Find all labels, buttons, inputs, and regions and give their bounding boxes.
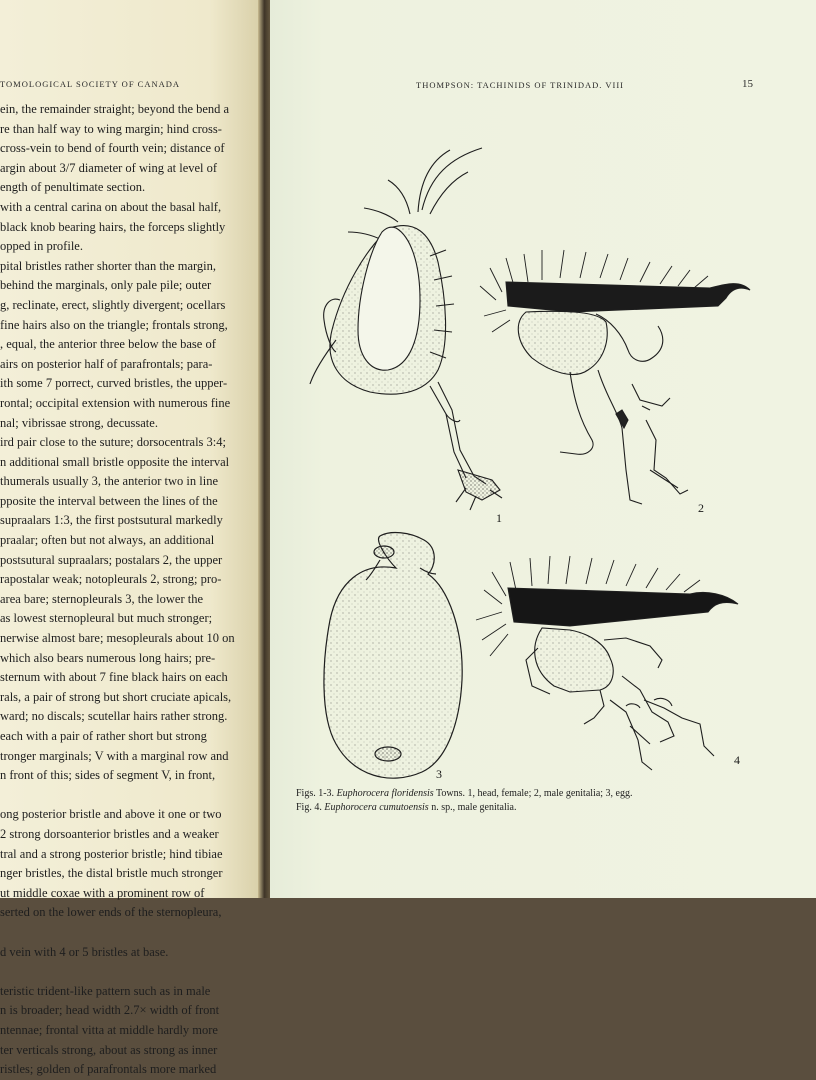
body-text-line: tronger marginals; V with a marginal row and	[0, 748, 229, 763]
body-text-line: ong posterior bristle and above it one or two	[0, 807, 222, 822]
body-text-line: nger bristles, the distal bristle much stronger	[0, 866, 223, 881]
figure-4-genitalia-drawing	[476, 556, 738, 770]
body-text-line: pital bristles rather shorter than the margin,	[0, 258, 217, 273]
caption-line-1-rest: Towns. 1, head, female; 2, male genitalia; 3, egg.	[436, 788, 633, 799]
body-text-line: cross-vein to bend of fourth vein; distance of	[0, 141, 225, 156]
body-text-line: as lowest sternopleural but much stronger;	[0, 611, 213, 626]
body-text-line: 2 strong dorsoanterior bristles and a weaker	[0, 826, 219, 841]
body-text-line: g, reclinate, erect, slightly divergent; ocellars	[0, 297, 226, 312]
body-text-line: pposite the interval between the lines of the	[0, 493, 218, 508]
body-text-line: ter verticals strong, about as strong as inner	[0, 1042, 218, 1057]
figure-caption	[296, 787, 796, 815]
figure-4-label: 4	[734, 753, 740, 767]
body-text-line: serted on the lower ends of the sternopleura,	[0, 905, 222, 920]
body-text-line: , equal, the anterior three below the base of	[0, 337, 216, 352]
left-page	[0, 0, 262, 1077]
body-text-line: d vein with 4 or 5 bristles at base.	[0, 944, 169, 959]
page-number: 15	[742, 78, 753, 90]
caption-line-1-prefix: Figs. 1-3.	[296, 788, 335, 799]
body-text-line: teristic trident-like pattern such as in male	[0, 983, 211, 998]
body-text-line: rapostalar weak; notopleurals 2, strong; pro-	[0, 572, 222, 587]
left-running-head: TOMOLOGICAL SOCIETY OF CANADA	[0, 79, 181, 89]
body-text-line: rals, a pair of strong but short cruciate apicals,	[0, 689, 232, 704]
body-text-line: with a central carina on about the basal half,	[0, 199, 222, 214]
body-text-line: which also bears numerous long hairs; pre-	[0, 650, 216, 665]
body-text-line: ird pair close to the suture; dorsocentrals 3:4;	[0, 435, 226, 450]
caption-line-2	[296, 801, 796, 815]
body-text-line: n front of this; sides of segment V, in front,	[0, 768, 216, 783]
body-text-line: ength of penultimate section.	[0, 180, 146, 195]
figure-2-label: 2	[698, 501, 704, 515]
figure-2-genitalia-drawing	[480, 250, 750, 504]
figure-1-head-drawing	[310, 148, 502, 510]
body-text-line: postsutural supraalars; postalars 2, the upper	[0, 552, 223, 567]
caption-line-2-species: Euphorocera cumutoensis	[324, 802, 429, 813]
body-text-line: thumerals usually 3, the anterior two in line	[0, 474, 219, 489]
body-text-line: ristles; golden of parafrontals more marked	[0, 1062, 217, 1077]
caption-line-2-rest: n. sp., male genitalia.	[431, 802, 517, 813]
body-text-line: airs on posterior half of parafrontals; para-	[0, 356, 213, 371]
right-page	[270, 0, 816, 898]
body-text-line: n additional small bristle opposite the interval	[0, 454, 230, 469]
body-text-line: behind the marginals, only pale pile; outer	[0, 278, 212, 293]
body-text-line: nal; vibrissae strong, decussate.	[0, 415, 158, 430]
body-text-line: fine hairs also on the triangle; frontals strong,	[0, 317, 228, 332]
body-text-line: tral and a strong posterior bristle; hind tibiae	[0, 846, 223, 861]
body-text-line: ith some 7 porrect, curved bristles, the upper-	[0, 376, 228, 391]
body-text-line: black knob bearing hairs, the forceps slightly	[0, 219, 226, 234]
caption-line-2-prefix: Fig. 4.	[296, 802, 322, 813]
figure-3-label: 3	[436, 767, 442, 781]
body-text-line: ut middle coxae with a prominent row of	[0, 885, 205, 900]
body-text-line: ein, the remainder straight; beyond the bend a	[0, 102, 230, 116]
body-text-line: ward; no discals; scutellar hairs rather strong.	[0, 709, 228, 724]
body-text-line: opped in profile.	[0, 239, 83, 254]
body-text-line	[0, 786, 262, 806]
body-text-line	[0, 923, 262, 943]
caption-line-1	[296, 787, 796, 801]
right-running-head: THOMPSON: TACHINIDS OF TRINIDAD. VIII	[416, 80, 624, 90]
body-text-line: re than half way to wing margin; hind cross-	[0, 121, 222, 136]
body-text-line: supraalars 1:3, the first postsutural markedly	[0, 513, 223, 528]
body-text-line	[0, 962, 262, 982]
body-text-line: sternum with about 7 fine black hairs on each	[0, 670, 228, 685]
left-body-text	[0, 100, 262, 1080]
body-text-line: n is broader; head width 2.7× width of front	[0, 1003, 220, 1018]
body-text-line: ntennae; frontal vitta at middle hardly more	[0, 1022, 218, 1037]
figure-plate	[270, 0, 816, 898]
caption-line-1-species: Euphorocera floridensis	[336, 788, 434, 799]
figure-3-egg-drawing	[324, 533, 462, 779]
figure-1-label: 1	[496, 511, 502, 525]
body-text-line: area bare; sternopleurals 3, the lower the	[0, 591, 204, 606]
body-text-line: nerwise almost bare; mesopleurals about 10 on	[0, 631, 235, 646]
body-text-line: each with a pair of rather short but strong	[0, 729, 207, 743]
body-text-line: praalar; often but not always, an additional	[0, 533, 215, 548]
body-text-line: rontal; occipital extension with numerous fine	[0, 395, 231, 410]
body-text-line: argin about 3/7 diameter of wing at level of	[0, 160, 218, 175]
